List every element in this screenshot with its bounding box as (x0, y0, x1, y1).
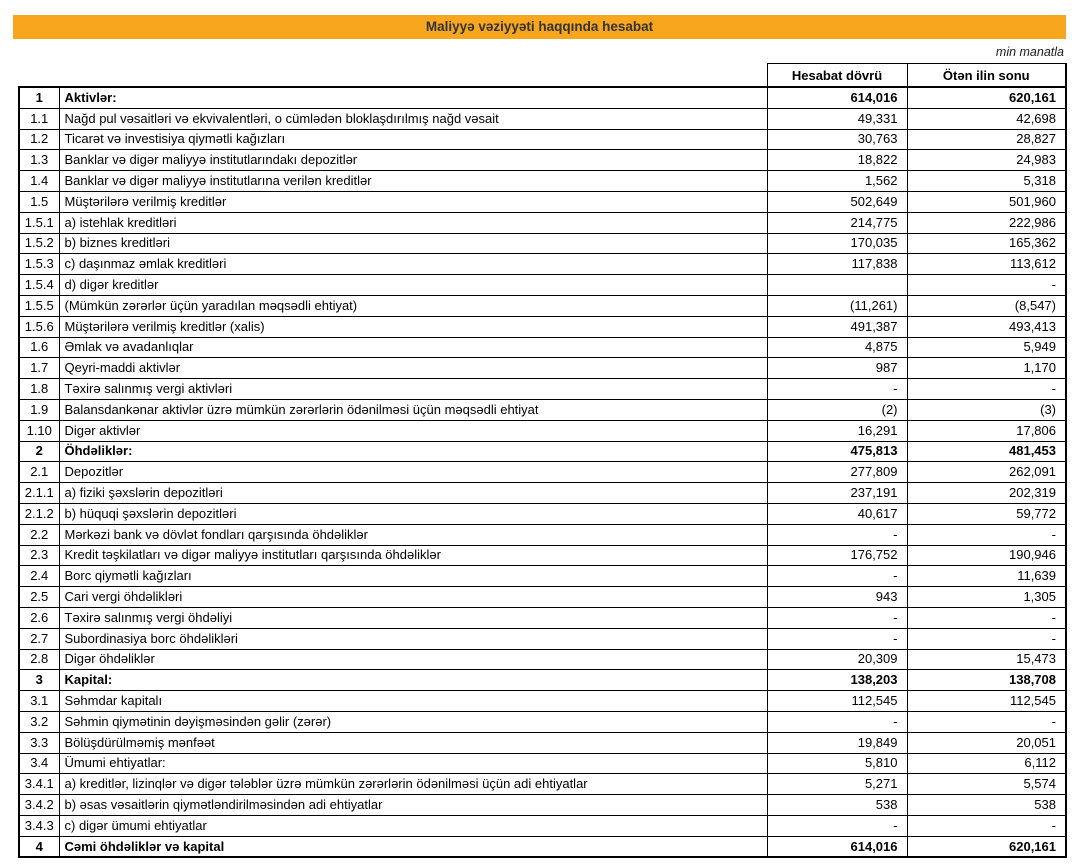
row-label-cell: Digər aktivlər (59, 420, 767, 441)
row-value-current-cell: 5,271 (767, 774, 907, 795)
row-value-previous-cell: - (907, 379, 1066, 400)
row-label-cell: Cəmi öhdəliklər və kapital (59, 836, 767, 857)
row-value-current-cell: - (767, 607, 907, 628)
table-row (19, 524, 1066, 545)
table-row (19, 191, 1066, 212)
table-row (19, 607, 1066, 628)
table-row (19, 732, 1066, 753)
table-row (19, 836, 1066, 857)
row-number-cell: 3.3 (19, 732, 59, 753)
row-value-previous-cell: 5,949 (907, 337, 1066, 358)
row-label-cell: Kapital: (59, 670, 767, 691)
row-label-cell: Balansdankənar aktivlər üzrə mümkün zərərlərin ödənilməsi üçün məqsədli ehtiyat (59, 399, 767, 420)
table-row (19, 545, 1066, 566)
row-value-current-cell: - (767, 628, 907, 649)
row-number-cell: 1.3 (19, 150, 59, 171)
row-value-current-cell: 475,813 (767, 441, 907, 462)
row-value-previous-cell: 5,318 (907, 171, 1066, 192)
row-value-previous-cell: 113,612 (907, 254, 1066, 275)
row-value-current-cell: 18,822 (767, 150, 907, 171)
table-row (19, 711, 1066, 732)
row-value-current-cell: - (767, 524, 907, 545)
row-label-cell: c) digər ümumi ehtiyatlar (59, 815, 767, 836)
row-number-cell: 1.5.4 (19, 275, 59, 296)
row-value-previous-cell: 5,574 (907, 774, 1066, 795)
row-label-cell: a) kreditlər, lizinqlər və digər tələblər üzrə mümkün zərərlərin ödənilməsi üçün adi ehtiyatlar (59, 774, 767, 795)
row-value-previous-cell: - (907, 815, 1066, 836)
row-label-cell: b) hüquqi şəxslərin depozitləri (59, 503, 767, 524)
row-number-cell: 3.4.1 (19, 774, 59, 795)
table-row (19, 212, 1066, 233)
table-row (19, 503, 1066, 524)
row-number-cell: 1.1 (19, 108, 59, 129)
row-value-current-cell: 170,035 (767, 233, 907, 254)
row-label-cell: Müştərilərə verilmiş kreditlər (59, 191, 767, 212)
row-value-previous-cell: 501,960 (907, 191, 1066, 212)
row-value-previous-cell: - (907, 524, 1066, 545)
row-label-cell: Qeyri-maddi aktivlər (59, 358, 767, 379)
table-row (19, 815, 1066, 836)
row-value-previous-cell: 1,170 (907, 358, 1066, 379)
row-value-previous-cell: 15,473 (907, 649, 1066, 670)
row-value-current-cell: 4,875 (767, 337, 907, 358)
data-table (18, 63, 1067, 858)
table-row (19, 462, 1066, 483)
row-label-cell: b) biznes kreditləri (59, 233, 767, 254)
row-value-previous-cell: 17,806 (907, 420, 1066, 441)
row-label-cell: Banklar və digər maliyyə institutlarındakı depozitlər (59, 150, 767, 171)
row-label-cell: Kredit təşkilatları və digər maliyyə institutları qarşısında öhdəliklər (59, 545, 767, 566)
row-number-cell: 1.5.1 (19, 212, 59, 233)
page-title: Maliyyə vəziyyəti haqqında hesabat (425, 19, 654, 34)
row-value-previous-cell: 538 (907, 795, 1066, 816)
row-value-current-cell: 614,016 (767, 87, 907, 108)
table-row (19, 649, 1066, 670)
row-number-cell: 1.5.3 (19, 254, 59, 275)
table-row (19, 753, 1066, 774)
row-label-cell: a) istehlak kreditləri (59, 212, 767, 233)
row-number-cell: 2.1.2 (19, 503, 59, 524)
row-number-cell: 2.2 (19, 524, 59, 545)
row-value-previous-cell: 165,362 (907, 233, 1066, 254)
row-label-cell: Təxirə salınmış vergi aktivləri (59, 379, 767, 400)
row-value-current-cell: 5,810 (767, 753, 907, 774)
row-value-current-cell: (2) (767, 399, 907, 420)
row-value-current-cell: 112,545 (767, 691, 907, 712)
row-label-cell: Səhmdar kapitalı (59, 691, 767, 712)
row-value-current-cell: 20,309 (767, 649, 907, 670)
row-value-previous-cell: (3) (907, 399, 1066, 420)
table-row (19, 795, 1066, 816)
row-label-cell: b) əsas vəsaitlərin qiymətləndirilməsindən adi ehtiyatlar (59, 795, 767, 816)
row-label-cell: a) fiziki şəxslərin depozitləri (59, 483, 767, 504)
row-label-cell: Depozitlər (59, 462, 767, 483)
row-label-cell: d) digər kreditlər (59, 275, 767, 296)
table-row (19, 316, 1066, 337)
row-value-previous-cell: 59,772 (907, 503, 1066, 524)
table-row (19, 483, 1066, 504)
row-value-previous-cell: 11,639 (907, 566, 1066, 587)
row-value-current-cell: - (767, 379, 907, 400)
table-row (19, 150, 1066, 171)
table-row (19, 628, 1066, 649)
row-number-cell: 4 (19, 836, 59, 857)
table-row (19, 691, 1066, 712)
row-label-cell: Əmlak və avadanlıqlar (59, 337, 767, 358)
row-value-current-cell: 214,775 (767, 212, 907, 233)
row-label-cell: Borc qiymətli kağızları (59, 566, 767, 587)
table-row (19, 566, 1066, 587)
row-value-current-cell: 40,617 (767, 503, 907, 524)
row-number-cell: 1.6 (19, 337, 59, 358)
row-label-cell: Digər öhdəliklər (59, 649, 767, 670)
row-value-current-cell: - (767, 566, 907, 587)
row-label-cell: Müştərilərə verilmiş kreditlər (xalis) (59, 316, 767, 337)
row-number-cell: 2.1.1 (19, 483, 59, 504)
row-number-cell: 1.9 (19, 399, 59, 420)
row-value-current-cell: 987 (767, 358, 907, 379)
table-body (19, 87, 1066, 857)
row-value-current-cell: 117,838 (767, 254, 907, 275)
row-label-cell: Mərkəzi bank və dövlət fondları qarşısında öhdəliklər (59, 524, 767, 545)
table-row (19, 129, 1066, 150)
row-value-current-cell: 943 (767, 587, 907, 608)
table-header-row (19, 64, 1066, 88)
row-value-previous-cell: 28,827 (907, 129, 1066, 150)
table-row (19, 670, 1066, 691)
column-header-previous: Ötən ilin sonu (907, 64, 1066, 88)
row-value-previous-cell: 620,161 (907, 836, 1066, 857)
table-row (19, 399, 1066, 420)
row-number-cell: 2.8 (19, 649, 59, 670)
table-row (19, 87, 1066, 108)
row-label-cell: Cari vergi öhdəlikləri (59, 587, 767, 608)
row-label-cell: Subordinasiya borc öhdəlikləri (59, 628, 767, 649)
row-value-current-cell (767, 275, 907, 296)
row-value-current-cell: 19,849 (767, 732, 907, 753)
row-value-current-cell: 237,191 (767, 483, 907, 504)
row-number-cell: 1.5.2 (19, 233, 59, 254)
row-number-cell: 3.2 (19, 711, 59, 732)
row-value-current-cell: 16,291 (767, 420, 907, 441)
row-value-previous-cell: 202,319 (907, 483, 1066, 504)
row-number-cell: 1.2 (19, 129, 59, 150)
row-value-current-cell: - (767, 711, 907, 732)
row-number-cell: 1.10 (19, 420, 59, 441)
row-value-previous-cell: 493,413 (907, 316, 1066, 337)
table-row (19, 441, 1066, 462)
row-number-cell: 1.7 (19, 358, 59, 379)
row-value-current-cell: 502,649 (767, 191, 907, 212)
row-label-cell: Ümumi ehtiyatlar: (59, 753, 767, 774)
title-bar (13, 15, 1066, 39)
row-label-cell: (Mümkün zərərlər üçün yaradılan məqsədli ehtiyat) (59, 295, 767, 316)
row-label-cell: Öhdəliklər: (59, 441, 767, 462)
row-value-previous-cell: - (907, 607, 1066, 628)
table-row (19, 171, 1066, 192)
table-row (19, 420, 1066, 441)
row-value-previous-cell: 222,986 (907, 212, 1066, 233)
table-row (19, 108, 1066, 129)
row-value-previous-cell: 190,946 (907, 545, 1066, 566)
row-label-cell: Səhmin qiymətinin dəyişməsindən gəlir (zərər) (59, 711, 767, 732)
row-label-cell: Banklar və digər maliyyə institutlarına verilən kreditlər (59, 171, 767, 192)
row-value-current-cell: - (767, 815, 907, 836)
row-value-previous-cell: 42,698 (907, 108, 1066, 129)
row-number-cell: 3 (19, 670, 59, 691)
row-number-cell: 1 (19, 87, 59, 108)
row-value-previous-cell: - (907, 711, 1066, 732)
table-row (19, 254, 1066, 275)
row-number-cell: 1.8 (19, 379, 59, 400)
row-value-current-cell: 277,809 (767, 462, 907, 483)
row-value-current-cell: 491,387 (767, 316, 907, 337)
column-header-current: Hesabat dövrü (767, 64, 907, 88)
row-value-previous-cell: - (907, 275, 1066, 296)
row-number-cell: 2.7 (19, 628, 59, 649)
row-value-previous-cell: 620,161 (907, 87, 1066, 108)
row-value-current-cell: 30,763 (767, 129, 907, 150)
row-value-previous-cell: 6,112 (907, 753, 1066, 774)
row-value-current-cell: (11,261) (767, 295, 907, 316)
row-number-cell: 2 (19, 441, 59, 462)
row-value-previous-cell: 481,453 (907, 441, 1066, 462)
row-number-cell: 3.1 (19, 691, 59, 712)
row-value-current-cell: 176,752 (767, 545, 907, 566)
table-row (19, 275, 1066, 296)
row-number-cell: 1.5.5 (19, 295, 59, 316)
row-number-cell: 3.4.3 (19, 815, 59, 836)
row-value-current-cell: 538 (767, 795, 907, 816)
row-value-previous-cell: 112,545 (907, 691, 1066, 712)
row-label-cell: c) daşınmaz əmlak kreditləri (59, 254, 767, 275)
row-value-previous-cell: - (907, 628, 1066, 649)
row-number-cell: 3.4 (19, 753, 59, 774)
row-value-current-cell: 138,203 (767, 670, 907, 691)
table-row (19, 337, 1066, 358)
row-value-previous-cell: 24,983 (907, 150, 1066, 171)
row-number-cell: 2.6 (19, 607, 59, 628)
table-row (19, 295, 1066, 316)
row-value-previous-cell: (8,547) (907, 295, 1066, 316)
row-value-previous-cell: 138,708 (907, 670, 1066, 691)
row-value-current-cell: 614,016 (767, 836, 907, 857)
table-row (19, 379, 1066, 400)
row-number-cell: 3.4.2 (19, 795, 59, 816)
row-value-current-cell: 1,562 (767, 171, 907, 192)
row-label-cell: Ticarət və investisiya qiymətli kağızları (59, 129, 767, 150)
row-number-cell: 1.5 (19, 191, 59, 212)
row-number-cell: 2.1 (19, 462, 59, 483)
table-row (19, 774, 1066, 795)
row-label-cell: Təxirə salınmış vergi öhdəliyi (59, 607, 767, 628)
row-value-previous-cell: 20,051 (907, 732, 1066, 753)
table-row (19, 587, 1066, 608)
unit-note: min manatla (995, 45, 1064, 59)
row-number-cell: 2.3 (19, 545, 59, 566)
table-row (19, 233, 1066, 254)
row-number-cell: 1.5.6 (19, 316, 59, 337)
row-number-cell: 2.4 (19, 566, 59, 587)
row-number-cell: 2.5 (19, 587, 59, 608)
row-value-current-cell: 49,331 (767, 108, 907, 129)
row-value-previous-cell: 1,305 (907, 587, 1066, 608)
row-label-cell: Nağd pul vəsaitləri və ekvivalentləri, o cümlədən bloklaşdırılmış nağd vəsait (59, 108, 767, 129)
header-spacer (19, 64, 767, 88)
row-label-cell: Bölüşdürülməmiş mənfəət (59, 732, 767, 753)
row-label-cell: Aktivlər: (59, 87, 767, 108)
row-number-cell: 1.4 (19, 171, 59, 192)
table-row (19, 358, 1066, 379)
row-value-previous-cell: 262,091 (907, 462, 1066, 483)
